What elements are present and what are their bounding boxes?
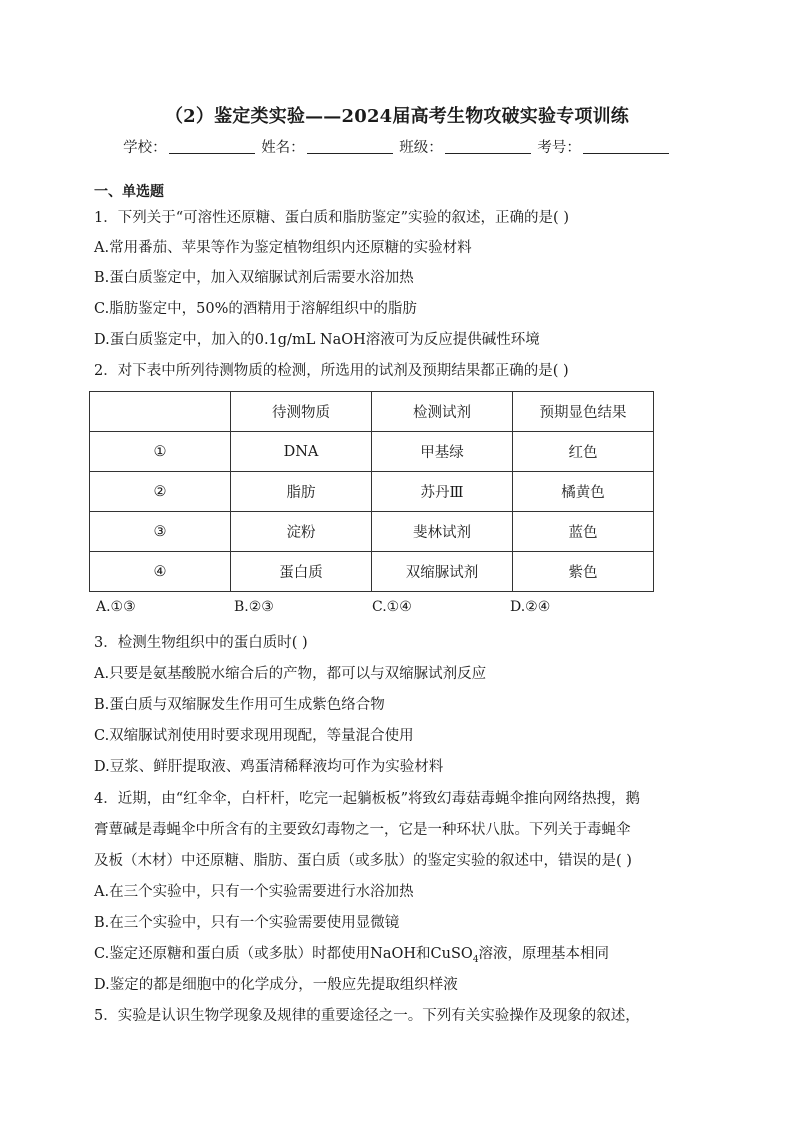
q2-table (89, 391, 654, 592)
q2-option-b: B.②③ (234, 599, 274, 615)
q2-option-c: C.①④ (372, 599, 412, 615)
table-cell: 脂肪 (231, 472, 372, 512)
section-heading: 一、单选题 (94, 184, 164, 200)
table-row (90, 472, 654, 512)
q4-option-a: A.在三个实验中，只有一个实验需要进行水浴加热 (94, 884, 414, 900)
q3-option-d: D.豆浆、鲜肝提取液、鸡蛋清稀释液均可作为实验材料 (94, 759, 444, 775)
q1-option-d: D.蛋白质鉴定中，加入的0.1g/mL NaOH溶液可为反应提供碱性环境 (94, 332, 540, 348)
table-cell: 蛋白质 (231, 552, 372, 592)
school-blank[interactable] (169, 139, 255, 154)
q4-option-d: D.鉴定的都是细胞中的化学成分，一般应先提取组织样液 (94, 977, 458, 993)
q5-stem-line-1: 5．实验是认识生物学现象及规律的重要途径之一。下列有关实验操作及现象的叙述， (94, 1008, 640, 1024)
number-label: 考号： (537, 140, 581, 156)
table-cell: ④ (90, 552, 231, 592)
table-header-cell: 预期显色结果 (513, 392, 654, 432)
q4-option-c-text-end: 溶液，原理基本相同 (478, 946, 610, 962)
school-label: 学校： (123, 140, 167, 156)
table-header-cell (90, 392, 231, 432)
table-row (90, 552, 654, 592)
student-info-row (0, 136, 794, 157)
q3-stem: 3．检测生物组织中的蛋白质时( ) (94, 635, 308, 651)
table-cell: 甲基绿 (372, 432, 513, 472)
q4-option-c-text: C.鉴定还原糖和蛋白质（或多肽）时都使用NaOH和CuSO (94, 946, 473, 962)
table-cell: ③ (90, 512, 231, 552)
q2-options (96, 599, 696, 615)
q4-stem-line-1: 4．近期，由“红伞伞，白杆杆，吃完一起躺板板”将致幻毒菇毒蝇伞推向网络热搜，鹅 (94, 791, 641, 807)
q4-option-b: B.在三个实验中，只有一个实验需要使用显微镜 (94, 915, 400, 931)
q1-option-b: B.蛋白质鉴定中，加入双缩脲试剂后需要水浴加热 (94, 270, 414, 286)
q4-option-c-subscript: 4 (472, 954, 479, 965)
table-cell: 淀粉 (231, 512, 372, 552)
q4-option-c (94, 942, 609, 965)
q1-option-a: A.常用番茄、苹果等作为鉴定植物组织内还原糖的实验材料 (94, 240, 472, 256)
number-blank[interactable] (583, 139, 669, 154)
name-label: 姓名： (261, 140, 305, 156)
q3-option-b: B.蛋白质与双缩脲发生作用可生成紫色络合物 (94, 697, 385, 713)
q3-option-a: A.只要是氨基酸脱水缩合后的产物，都可以与双缩脲试剂反应 (94, 666, 487, 682)
table-cell: DNA (231, 432, 372, 472)
table-cell: 橘黄色 (513, 472, 654, 512)
table-cell: 苏丹Ⅲ (372, 472, 513, 512)
table-cell: ② (90, 472, 231, 512)
q2-option-a: A.①③ (96, 599, 136, 615)
table-cell: 蓝色 (513, 512, 654, 552)
q2-option-d: D.②④ (510, 599, 551, 615)
q1-stem: 1．下列关于“可溶性还原糖、蛋白质和脂肪鉴定”实验的叙述，正确的是( ) (94, 210, 569, 226)
table-cell: 紫色 (513, 552, 654, 592)
table-header-row (90, 392, 654, 432)
name-blank[interactable] (307, 139, 393, 154)
table-header-cell: 检测试剂 (372, 392, 513, 432)
page-title: （2）鉴定类实验——2024届高考生物攻破实验专项训练 (164, 106, 630, 127)
class-blank[interactable] (445, 139, 531, 154)
table-cell: 斐林试剂 (372, 512, 513, 552)
q1-option-c: C.脂肪鉴定中，50%的酒精用于溶解组织中的脂肪 (94, 301, 417, 317)
table-row (90, 512, 654, 552)
class-label: 班级： (399, 140, 443, 156)
table-cell: ① (90, 432, 231, 472)
q3-option-c: C.双缩脲试剂使用时要求现用现配，等量混合使用 (94, 728, 414, 744)
q4-stem-line-2: 膏蕈碱是毒蝇伞中所含有的主要致幻毒物之一，它是一种环状八肽。下列关于毒蝇伞 (94, 822, 631, 838)
q4-stem-line-3: 及板（木材）中还原糖、脂肪、蛋白质（或多肽）的鉴定实验的叙述中，错误的是( ) (94, 853, 632, 869)
table-cell: 红色 (513, 432, 654, 472)
table-cell: 双缩脲试剂 (372, 552, 513, 592)
table-header-cell: 待测物质 (231, 392, 372, 432)
table-row (90, 432, 654, 472)
q2-stem: 2．对下表中所列待测物质的检测，所选用的试剂及预期结果都正确的是( ) (94, 363, 569, 379)
